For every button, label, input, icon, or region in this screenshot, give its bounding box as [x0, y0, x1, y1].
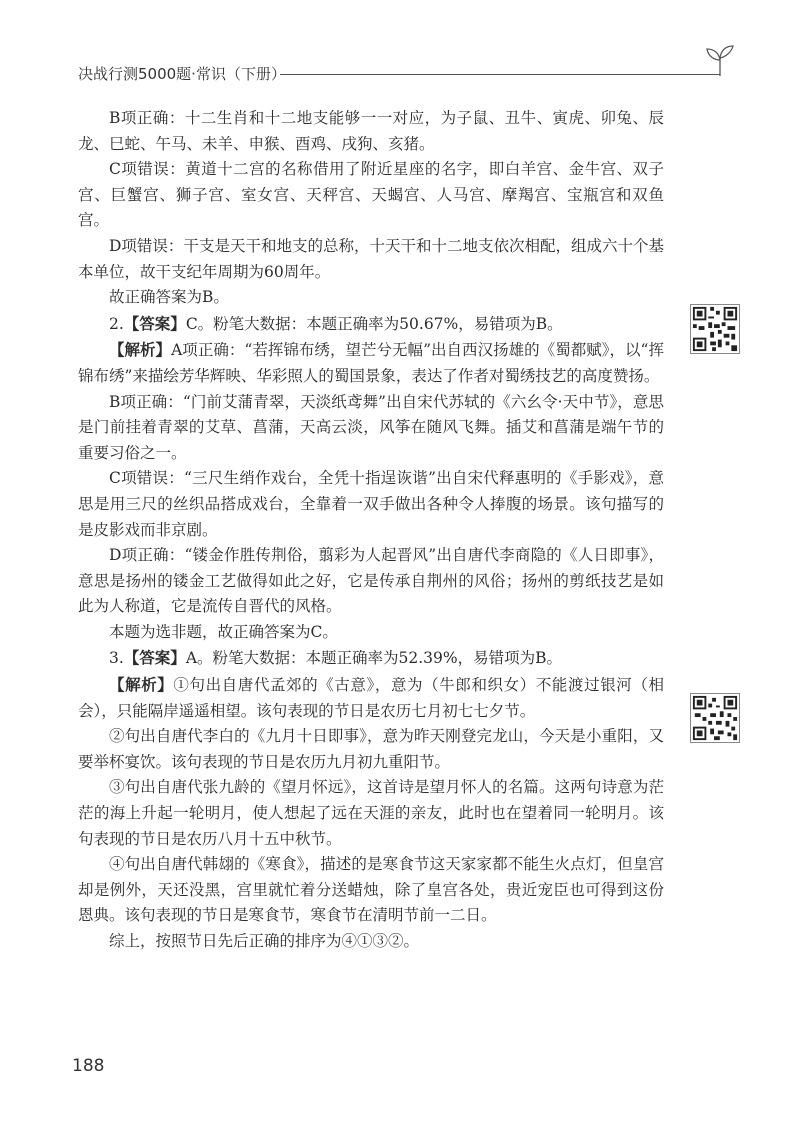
paragraph	[78, 234, 664, 285]
running-header	[78, 64, 738, 88]
paragraph	[78, 775, 664, 852]
answer-line-q3	[78, 645, 664, 672]
paragraph-text: 综上，按照节日先后正确的排序为④①③②。	[109, 932, 420, 950]
paragraph-text: D项错误：干支是天干和地支的总称，十天干和十二地支依次相配，组成六十个基本单位，故干支纪年周期为60周年。	[78, 236, 664, 281]
paragraph	[78, 929, 664, 955]
question-number: 3.	[109, 649, 124, 668]
paragraph-text: B项正确：“门前艾蒲青翠，天淡纸鸢舞”出自宋代苏轼的《六幺令·天中节》，意思是门前挂着青翠的艾草、菖蒲，天高云淡，风筝在随风飞舞。插艾和菖蒲是端午节的重要习俗之一。	[78, 392, 664, 462]
paragraph	[78, 620, 664, 646]
header-rule	[280, 74, 720, 75]
paragraph-text: ②句出自唐代李白的《九月十日即事》，意为昨天刚登完龙山，今天是小重阳，又要举杯宴饮。该句表现的节日是农历九月初九重阳节。	[78, 727, 664, 771]
analysis-q3	[78, 672, 664, 724]
analysis-text: A项正确：“若挥锦布绣，望芒兮无幅”出自西汉扬雄的《蜀都赋》，以“挥锦布绣”来描绘芳华辉映、华彩照人的蜀国景象，表达了作者对蜀绣技艺的高度赞扬。	[78, 341, 664, 385]
paragraph-text: ④句出自唐代韩翃的《寒食》，描述的是寒食节这天家家都不能生火点灯，但皇宫却是例外，天还没黑，宫里就忙着分送蜡烛，除了皇宫各处，贵近宠臣也可得到这份恩典。该句表现的节日是寒食节，寒食节在清明节前一二日。	[78, 855, 664, 925]
paragraph	[78, 724, 664, 775]
qr-pattern	[691, 694, 739, 742]
paragraph	[78, 285, 664, 311]
paragraph-text: B项正确：十二生肖和十二地支能够一一对应，为子鼠、丑牛、寅虎、卯兔、辰龙、巳蛇、午马、未羊、申猴、酉鸡、戌狗、亥猪。	[78, 109, 664, 153]
paragraph	[78, 543, 664, 620]
qr-pattern	[691, 305, 739, 353]
answer-line-q2	[78, 311, 664, 338]
answer-text: A。粉笔大数据：本题正确率为52.39%，易错项为B。	[185, 649, 562, 668]
page-body	[78, 106, 664, 955]
sprout-icon	[702, 42, 738, 78]
question-number: 2.	[109, 314, 124, 333]
paragraph-text: C项错误：黄道十二宫的名称借用了附近星座的名字，即白羊宫、金牛宫、双子宫、巨蟹宫、狮子宫、室女宫、天秤宫、天蝎宫、人马宫、摩羯宫、宝瓶宫和双鱼宫。	[78, 160, 664, 230]
answer-label: 【答案】	[123, 313, 186, 333]
analysis-label: 【解析】	[109, 675, 174, 695]
analysis-q2	[78, 337, 664, 389]
analysis-label: 【解析】	[109, 340, 172, 360]
analysis-text: ①句出自唐代孟郊的《古意》，意为（牛郎和织女）不能渡过银河（相会），只能隔岸遥遥相望。该句表现的节日是农历七月初七七夕节。	[78, 676, 664, 720]
page-number: 188	[72, 1056, 105, 1076]
answer-text: C。粉笔大数据：本题正确率为50.67%，易错项为B。	[185, 314, 563, 333]
paragraph-text: 故正确答案为B。	[109, 288, 229, 307]
paragraph-text: ③句出自唐代张九龄的《望月怀远》，这首诗是望月怀人的名篇。这两句诗意为茫茫的海上升起一轮明月，使人想起了远在天涯的亲友，此时也在望着同一轮明月。该句表现的节日是农历八月十五中秋节。	[78, 778, 664, 848]
paragraph-text: D项正确：“镂金作胜传荆俗，翦彩为人起晋风”出自唐代李商隐的《人日即事》，意思是扬州的镂金工艺做得如此之好，它是传承自荆州的风俗；扬州的剪纸技艺是如此为人称道，它是流传自晋代的风格。	[78, 546, 664, 616]
qr-code-icon[interactable]	[690, 693, 740, 743]
paragraph	[78, 106, 664, 157]
paragraph	[78, 157, 664, 234]
paragraph	[78, 390, 664, 467]
paragraph-text: 本题为选非题，故正确答案为C。	[109, 622, 338, 641]
answer-label: 【答案】	[123, 648, 186, 668]
paragraph	[78, 852, 664, 929]
header-title: 决战行测5000题·常识（下册）	[78, 65, 286, 83]
paragraph-text: C项错误：“三尺生绡作戏台，全凭十指逞诙谐”出自宋代释惠明的《手影戏》，意思是用三尺的丝织品搭成戏台，全靠着一双手做出各种令人捧腹的场景。该句描写的是皮影戏而非京剧。	[78, 469, 664, 539]
paragraph	[78, 466, 664, 543]
qr-code-icon[interactable]	[690, 304, 740, 354]
